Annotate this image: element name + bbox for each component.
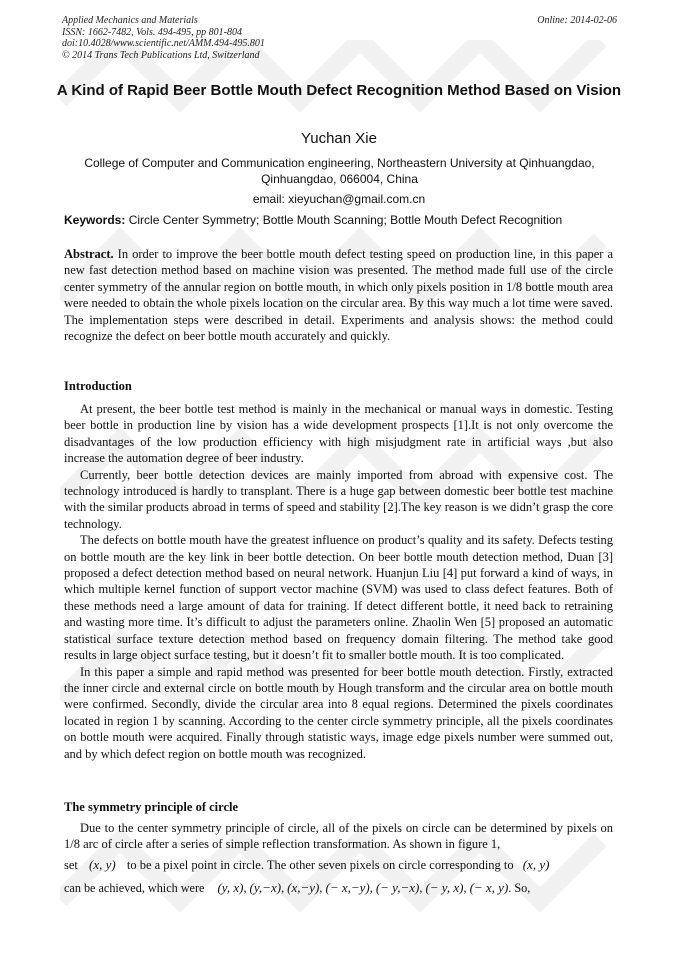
point-xy: (x, y) <box>89 857 116 872</box>
point-formula: (y,−x) <box>249 880 282 895</box>
abstract-text: In order to improve the beer bottle mouth defect testing speed on production line, in this paper a new fast detection method based on machine vision was presented. The method made full use of the circle center symmetry of the annular region on bottle mouth, in which only pixels position in 1/8 bottle mouth area were needed to obtain the whole pixels location on the circular area. By this way much a lot time were saved. The implementation steps were described in detail. Experiments and analysis shows: the method could recognize the defect on beer bottle mouth accurately and quickly. <box>64 247 614 344</box>
author-name: Yuchan Xie <box>301 130 377 147</box>
intro-paragraph: The defects on bottle mouth have the greatest influence on product’s quality and its safety. Defects testing on bottle mouth are the key link in beer bottle detection. On beer bottle mouth detection method, Duan [3] proposed a defect detection method based on neural network. Huanjun Liu [4] put forward a kind of ways, in which multiple kernel function of support vector machine (SVM) was used to class defect features. Both of these methods need a large amount of data for training. If detect different bottle, it need back to retraining and wasting more time. It’s difficult to adjust the parameters online. Zhaolin Wen [5] proposed an automatic statistical surface texture detection method based on frequency domain filtering. The method take good results in large object surface testing, but it doesn’t fit to smaller bottle mouth. It is too complicated. <box>64 533 613 663</box>
issn-line: ISSN: 1662-7482, Vols. 494-495, pp 801-804 <box>62 26 242 38</box>
doi-line: doi:10.4028/www.scientific.net/AMM.494-495.801 <box>62 38 265 49</box>
symmetry-line-3: can be achieved, which were (y, x), (y,−x), (x,−y), (− x,−y), (− y,−x), (− y, x), (− x, y). So, <box>64 880 531 895</box>
keywords-label: Keywords: <box>64 213 126 227</box>
author-email: email: xieyuchan@gmail.com.cn <box>252 192 426 206</box>
copyright-line: © 2014 Trans Tech Publications Ltd, Switzerland <box>62 49 260 61</box>
symmetry-heading: The symmetry principle of circle <box>64 800 239 814</box>
intro-paragraph: Currently, beer bottle detection devices are mainly imported from abroad with expensive cost. The technology introduced is hardly to transplant. There is a huge gap between domestic beer bottle test machine with the similar products abroad in terms of speed and stability [2].The key reason is we didn’t grasp the core technology. <box>64 467 613 531</box>
paper-title: A Kind of Rapid Beer Bottle Mouth Defect Recognition Method Based on Vision <box>56 82 622 99</box>
line2-text: to be a pixel point in circle. The other seven pixels on circle corresponding to <box>126 858 514 872</box>
intro-paragraph: At present, the beer bottle test method is mainly in the mechanical or manual ways in domestic. Testing beer bottle in production line by vision has a wide development prospects [1].It is not only overcome the disadvantages of the low production efficiency with high misjudgment rate in artificial ways ,but also increase the automation degree of beer industry. <box>64 402 613 466</box>
point-xy-2: (x, y) <box>522 857 550 872</box>
set-word: set <box>64 858 78 872</box>
introduction-body <box>64 401 613 762</box>
point-formula: (− x,−y) <box>325 880 370 895</box>
keywords <box>64 213 619 227</box>
achieved-text: can be achieved, which were <box>64 881 205 895</box>
point-formula: (y, x) <box>217 880 244 895</box>
introduction-heading: Introduction <box>64 379 132 393</box>
point-formula: (− x, y) <box>469 880 509 895</box>
symmetry-body <box>64 820 613 853</box>
symmetry-line-2 <box>64 857 613 873</box>
so-word: So, <box>514 881 531 895</box>
abstract <box>64 246 613 344</box>
journal-name: Applied Mechanics and Materials <box>62 15 198 26</box>
publication-header <box>62 15 617 61</box>
point-formula: (− y, x) <box>425 880 464 895</box>
symmetry-paragraph: Due to the center symmetry principle of circle, all of the pixels on circle can be determined by pixels on 1/8 arc of circle after a series of simple reflection transformation. As shown in figure 1, <box>64 821 613 852</box>
keywords-text: Circle Center Symmetry; Bottle Mouth Scanning; Bottle Mouth Defect Recognition <box>128 213 563 227</box>
point-formula: (x,−y) <box>287 880 320 895</box>
point-formula: (− y,−x) <box>375 880 420 895</box>
abstract-label: Abstract. <box>64 247 114 261</box>
affiliation: College of Computer and Communication engineering, Northeastern University at Qinhuangdao, Qinhuangdao, 066004, China <box>84 156 595 186</box>
intro-paragraph: In this paper a simple and rapid method was presented for beer bottle mouth detection. Firstly, extracted the inner circle and external circle on bottle mouth by Hough transform and the circular area on bottle mouth were confirmed. Secondly, divide the circular area into 8 equal regions. Determined the pixels coordinates located in region 1 by scanning. According to the center circle symmetry principle, all the pixels coordinates on bottle mouth were acquired. Finally through statistic ways, image edge pixels number were summed out, and by which defect region on bottle mouth was recognized. <box>64 664 613 761</box>
online-date: Online: 2014-02-06 <box>537 15 617 26</box>
